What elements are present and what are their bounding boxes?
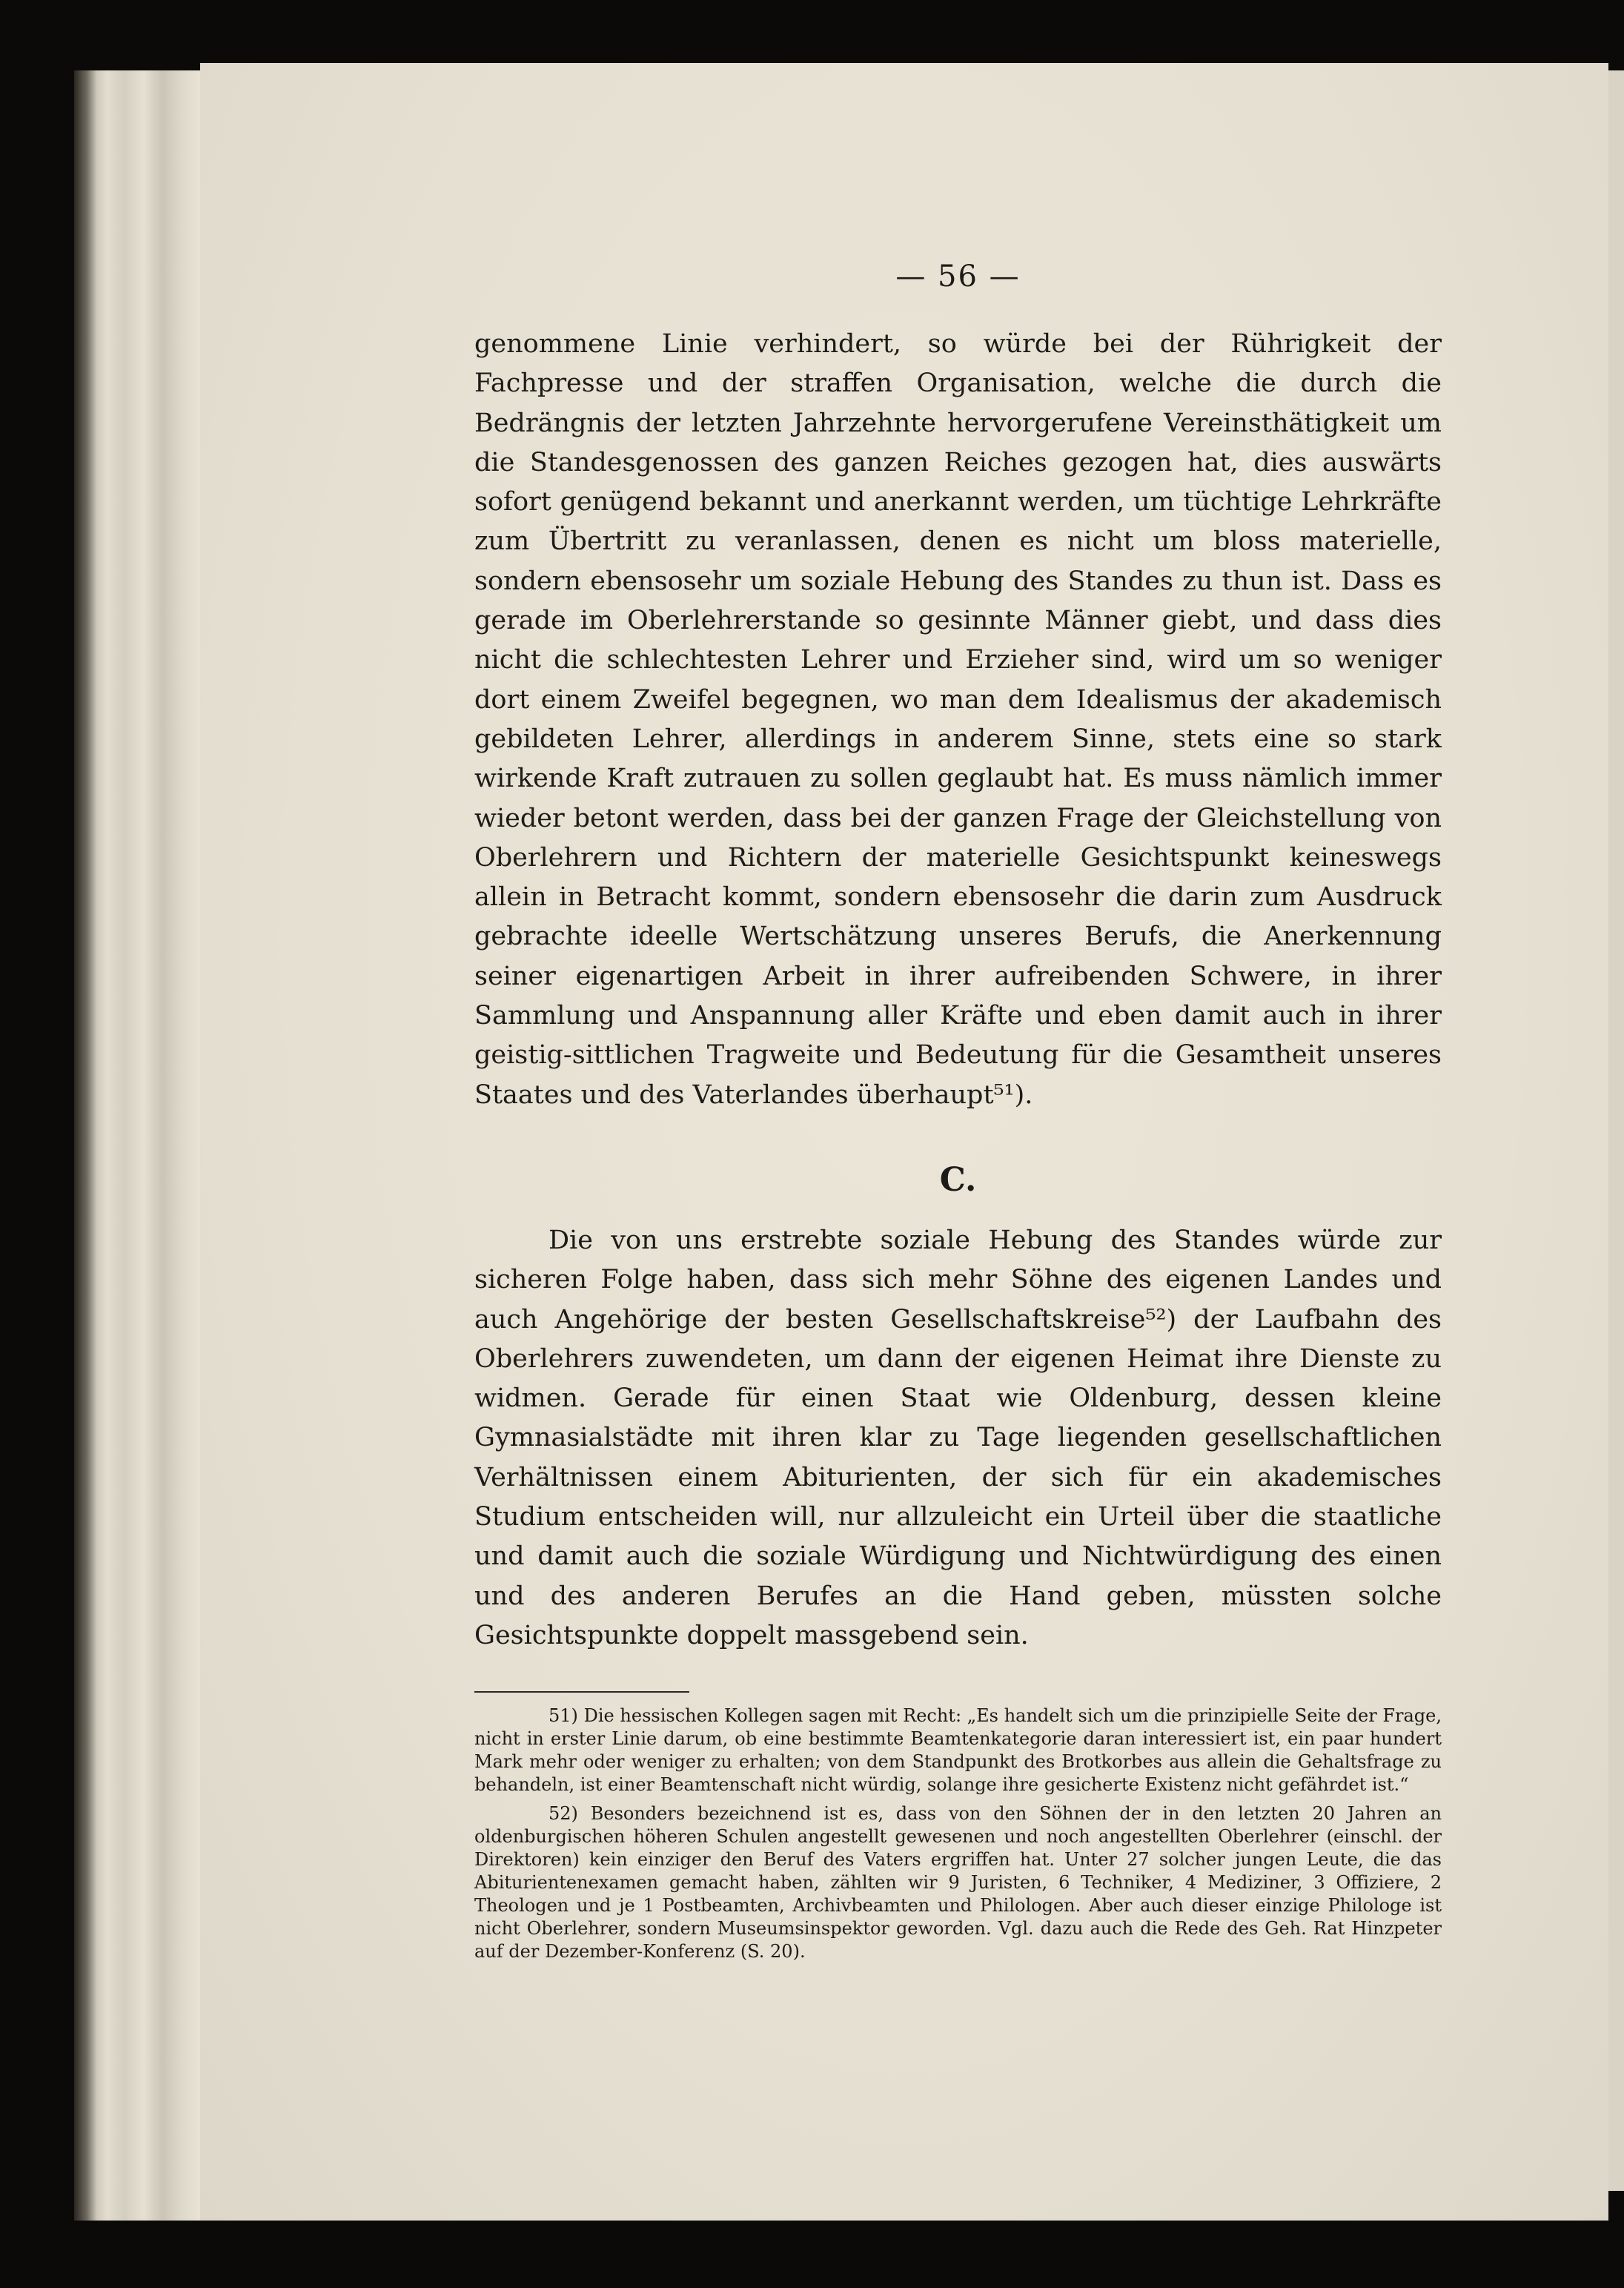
section-c-paragraph: Die von uns erstrebte soziale Hebung des Standes würde zur sicheren Folge haben, dass sich mehr Söhne des eigenen Landes und auch Angehörige der besten Gesellschaftskreise⁵²) der Laufbahn des Oberlehrers zuwendeten, um dann der eigenen Heimat ihre Dienste zu widmen. Gerade für einen Staat wie Oldenburg, dessen kleine Gymnasialstädte mit ihren klar zu Tage liegenden gesellschaftlichen Verhältnissen einem Abiturienten, der sich für ein akademisches Studium entscheiden will, nur allzuleicht ein Urteil über die staatliche und damit auch die soziale Würdigung und Nichtwürdigung des einen und des anderen Berufes an die Hand geben, müssten solche Gesichtspunkte doppelt massgebend sein. bbox=[474, 1225, 1442, 1650]
page-number: — 56 — bbox=[895, 259, 1021, 294]
section-heading: C. bbox=[939, 1160, 977, 1199]
footnote-51: 51) Die hessischen Kollegen sagen mit Recht: „Es handelt sich um die prinzipielle Seite der Frage, nicht in erster Linie darum, ob eine bestimmte Beamtenkategorie daran interessiert ist, ein paar hundert Mark mehr oder weniger zu erhalten; von dem Standpunkt des Brotkorbes aus allein die Gehaltsfrage zu behandeln, ist einer Beamtenschaft nicht würdig, solange ihre gesicherte Existenz nicht gefährdet ist.“ bbox=[474, 1705, 1442, 1796]
book-page-edges bbox=[74, 70, 200, 2221]
footnote-52: 52) Besonders bezeichnend ist es, dass von den Söhnen der in den letzten 20 Jahren an oldenburgischen höheren Schulen angestellt gewesenen und noch angestellten Oberlehrer (einschl. der Direktoren) kein einziger den Beruf des Vaters ergriffen hat. Unter 27 solcher jungen Leute, die das Abiturientenexamen gemacht haben, zählten wir 9 Juristen, 6 Techniker, 4 Mediziner, 3 Offiziere, 2 Theologen und je 1 Postbeamten, Archivbeamten und Philologen. Aber auch dieser einzige Philologe ist nicht Oberlehrer, sondern Museumsinspektor geworden. Vgl. dazu auch die Rede des Geh. Rat Hinzpeter auf der Dezember-Konferenz (S. 20). bbox=[474, 1803, 1442, 1963]
page-content bbox=[474, 259, 1442, 1969]
footnote-separator bbox=[474, 1691, 689, 1693]
continued-paragraph: genommene Linie verhindert, so würde bei der Rührigkeit der Fachpresse und der straffen Organisation, welche die durch die Bedrängnis der letzten Jahrzehnte hervorgerufene Vereinsthätigkeit um die Standesgenossen des ganzen Reiches gezogen hat, dies auswärts sofort genügend bekannt und anerkannt werden, um tüchtige Lehrkräfte zum Übertritt zu veranlassen, denen es nicht um bloss materielle, sondern ebensosehr um soziale Hebung des Standes zu thun ist. Dass es gerade im Oberlehrerstande so gesinnte Männer giebt, und dass dies nicht die schlechtesten Lehrer und Erzieher sind, wird um so weniger dort einem Zweifel begegnen, wo man dem Idealismus der akademisch gebildeten Lehrer, allerdings in anderem Sinne, stets eine so stark wirkende Kraft zutrauen zu sollen geglaubt hat. Es muss nämlich immer wieder betont werden, dass bei der ganzen Frage der Gleichstellung von Oberlehrern und Richtern der materielle Gesichtspunkt keineswegs allein in Betracht kommt, sondern ebensosehr die darin zum Ausdruck gebrachte ideelle Wertschätzung unseres Berufs, die Anerkennung seiner eigenartigen Arbeit in ihrer aufreibenden Schwere, in ihrer Sammlung und Anspannung aller Kräfte und eben damit auch in ihrer geistig-sittlichen Tragweite und Bedeutung für die Gesamtheit unseres Staates und des Vaterlandes überhaupt⁵¹). bbox=[474, 329, 1442, 1110]
